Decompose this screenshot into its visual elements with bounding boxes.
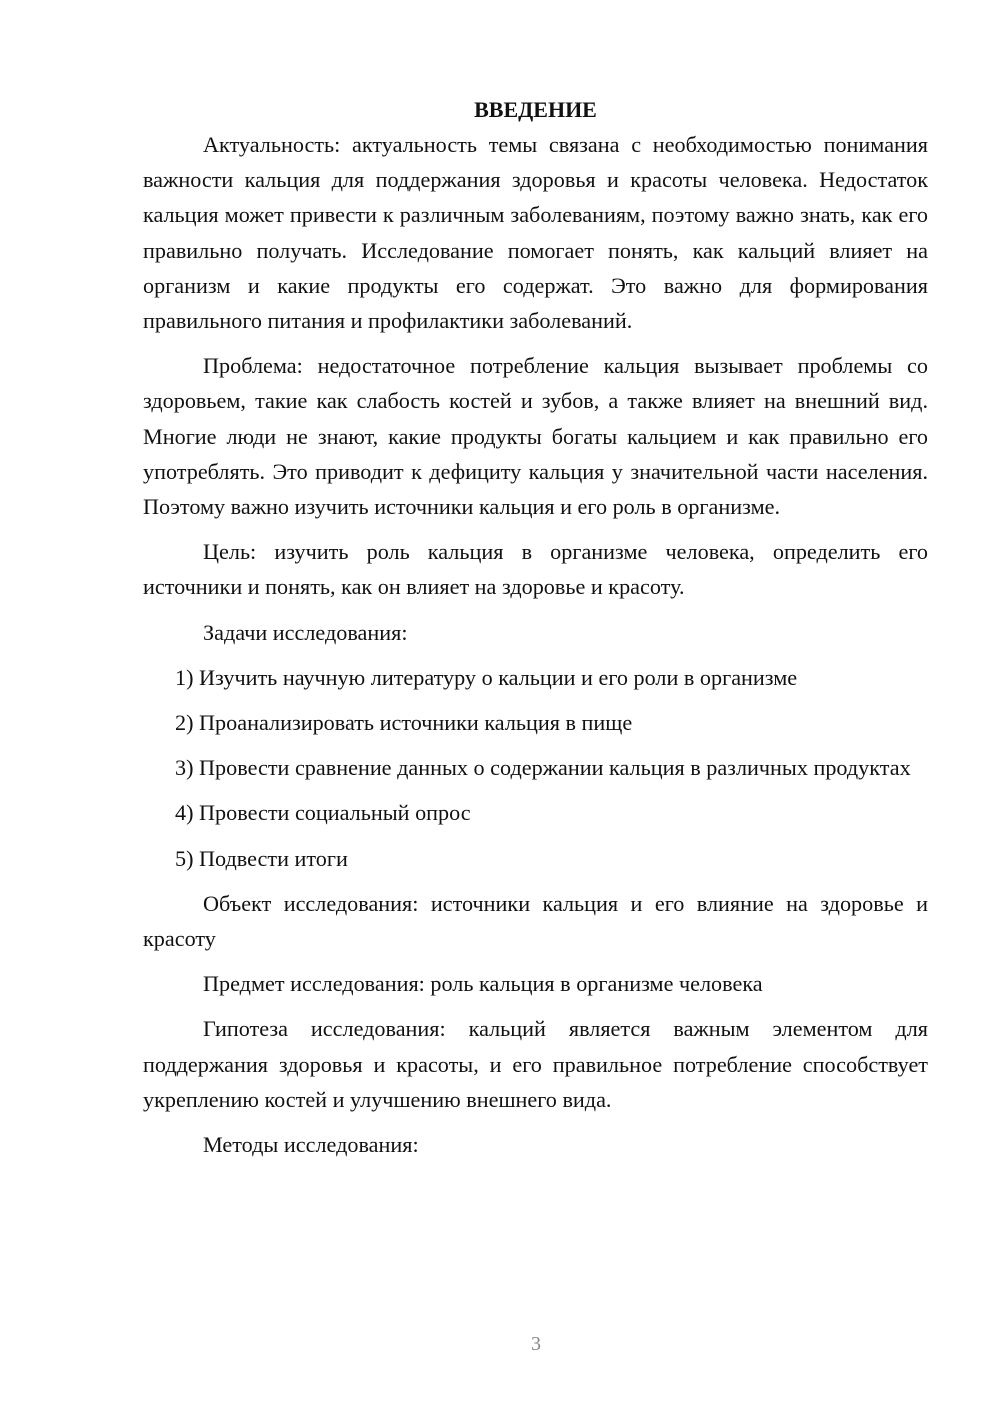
tasks-title: Задачи исследования:	[203, 619, 408, 645]
hypothesis-paragraph: Гипотеза исследования: кальций является важным элементом для поддержания здоровья и красоты, и его правильное потребление способствует укреплению костей и улучшению внешнего вида.	[143, 1016, 928, 1112]
page-number: 3	[531, 1333, 541, 1355]
relevance-paragraph: Актуальность: актуальность темы связана с необходимостью понимания важности кальция для поддержания здоровья и красоты человека. Недостаток кальция может привести к различным заболеваниям, поэтому важно знать, как его правильно получать. Исследование помогает понять, как кальций влияет на организм и какие продукты его содержат. Это важно для формирования правильного питания и профилактики заболеваний.	[143, 132, 928, 334]
methods-title: Методы исследования:	[203, 1132, 419, 1158]
goal-paragraph: Цель: изучить роль кальция в организме человека, определить его источники и понять, как он влияет на здоровье и красоту.	[143, 539, 928, 600]
section-heading: ВВЕДЕНИЕ	[474, 97, 597, 122]
subject-paragraph: Предмет исследования: роль кальция в организме человека	[203, 971, 763, 997]
page-content	[143, 92, 928, 1172]
task-item-4: 4) Провести социальный опрос	[175, 800, 471, 826]
object-paragraph: Объект исследования: источники кальция и его влияние на здоровье и красоту	[143, 890, 928, 952]
task-item-5: 5) Подвести итоги	[175, 845, 348, 871]
task-item-1: 1) Изучить научную литературу о кальции и его роли в организме	[175, 664, 798, 690]
task-item-3: 3) Провести сравнение данных о содержании кальция в различных продуктах	[175, 755, 911, 781]
task-item-2: 2) Проанализировать источники кальция в пище	[175, 710, 633, 736]
problem-paragraph: Проблема: недостаточное потребление кальция вызывает проблемы со здоровьем, такие как слабость костей и зубов, а также влияет на внешний вид. Многие люди не знают, какие продукты богаты кальцием и как правильно его употреблять. Это приводит к дефициту кальция у значительной части населения. Поэтому важно изучить источники кальция и его роль в организме.	[143, 353, 928, 520]
